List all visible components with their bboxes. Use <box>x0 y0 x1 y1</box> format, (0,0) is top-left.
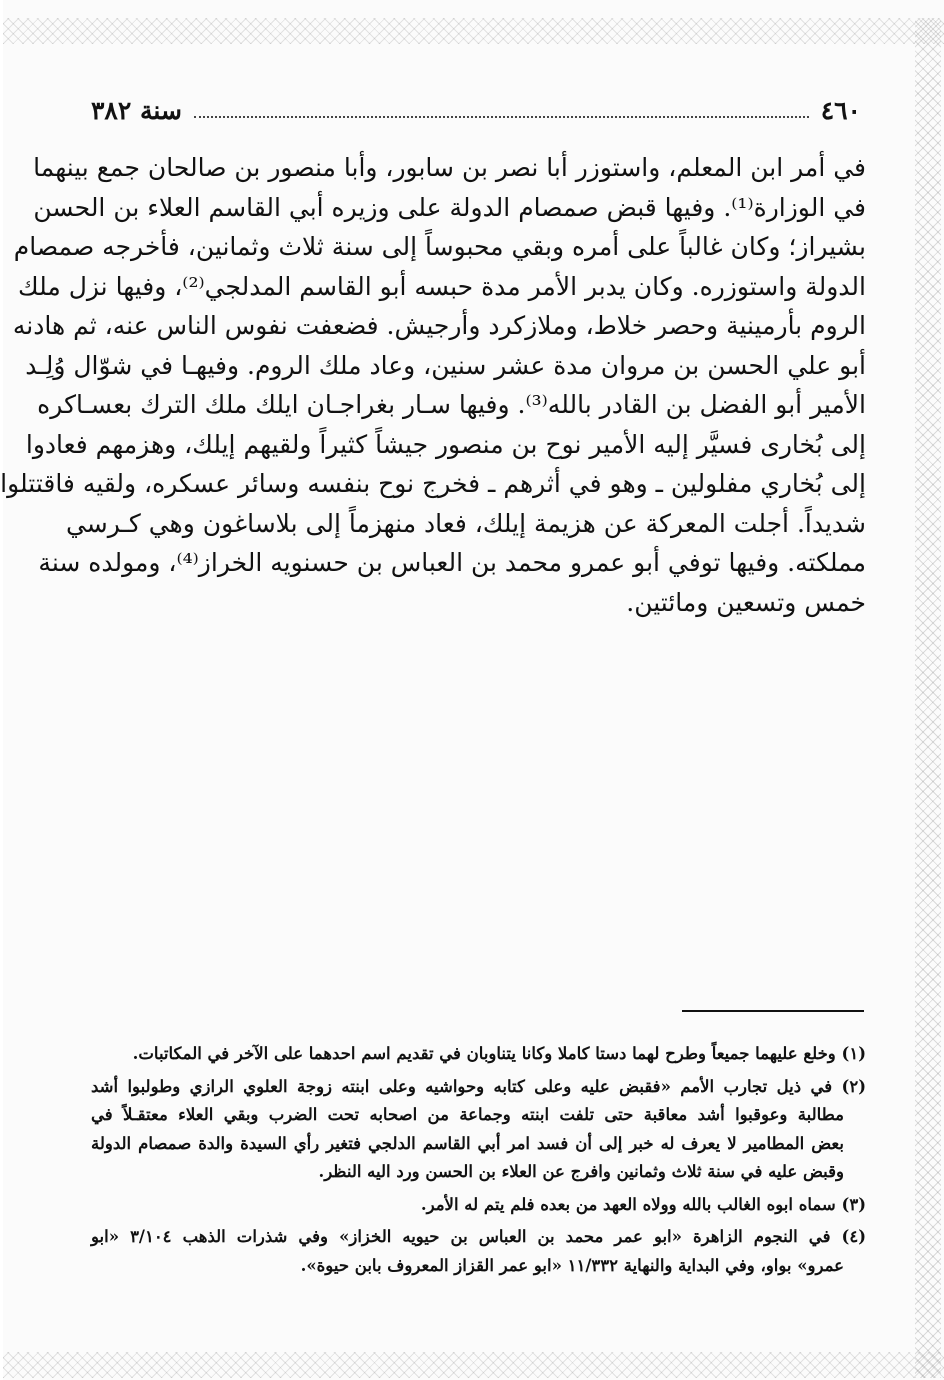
text-line: أبو علي الحسن بن مروان مدة عشر سنين، وعاد ملك الروم. وفيهـا في شوّال وُلِـد <box>25 350 866 380</box>
header-dotted-leader <box>194 102 809 118</box>
page-number: ٤٦٠ <box>820 95 861 125</box>
text-line: إلى بُخاري مفلولين ـ وهو في أثرهم ـ فخرج نوح بنفسه وسائر عسكره، ولقيه فاقتتلوا <box>0 469 866 498</box>
footnote-line: بعض المطامير لا يعرف له خبر إلى أن فسد امر أبي القاسم الدلجي فتغير رأي السيدة والدة صمصام الدولة <box>91 1133 844 1153</box>
footnote-line: (٤) في النجوم الزاهرة «ابو عمر محمد بن العباس بن حيويه الخزاز» وفي شذرات الذهب ٣/١٠٤ «ابو <box>91 1227 866 1246</box>
decorative-border-right <box>915 18 941 1378</box>
footnote-line: (٣) سماه ابوه الغالب بالله وولاه العهد من بعده فلم يتم له الأمر. <box>420 1194 866 1214</box>
text-line: في أمر ابن المعلم، واستوزر أبا نصر بن سابور، وأبا منصور بن صالحان جمع بينهما <box>33 153 866 182</box>
text-line: الأمير أبو الفضل بن القادر بالله⁽³⁾. وفيها سـار بغراجـان ايلك ملك الترك بعسـاكره <box>37 390 866 419</box>
text-line: في الوزارة⁽¹⁾. وفيها قبض صمصام الدولة على وزيره أبي القاسم العلاء بن الحسن <box>33 192 866 222</box>
decorative-border-bottom <box>3 1352 944 1378</box>
footnote-line: مطالبة وعوقبوا أشد معاقبة حتى تلفت ابنته وجماعة من اصحابه تحت الضرب وبقي العلاء معتقـلاً في <box>91 1105 844 1124</box>
text-line: الروم بأرمينية وحصر خلاط، وملازكرد وأرجيش. فضعفت نفوس الناس عنه، ثم هادنه <box>12 311 866 340</box>
text-line: شديداً. أجلت المعركة عن هزيمة إيلك، فعاد منهزماً إلى بلاساغون وهي كـرسي <box>65 508 866 538</box>
text-line: الدولة واستوزره. وكان يدبر الأمر مدة حبسه أبو القاسم المدلجي⁽²⁾، وفيها نزل ملك <box>18 271 866 301</box>
text-line: خمس وتسعين ومائتين. <box>626 587 866 617</box>
footnote-line: وقبض عليه في سنة ثلاث وثمانين وافرج عن العلاء بن الحسن ورد اليه النظر. <box>318 1162 844 1181</box>
footnotes <box>91 1040 866 1280</box>
footnote-separator <box>682 1010 864 1012</box>
footnote-line: (٢) في ذيل تجارب الأمم «فقبض عليه وعلى كتابه وحواشيه وعلى ابنته زوجة العلوي الرازي وطولبوا أشد <box>91 1076 866 1096</box>
page-header <box>91 92 861 128</box>
text-line: مملكته. وفيها توفي أبو عمرو محمد بن العباس بن حسنويه الخراز⁽⁴⁾، ومولده سنة <box>38 548 866 577</box>
main-text <box>0 148 866 622</box>
decorative-border-top <box>3 18 944 44</box>
text-line: بشيراز؛ وكان غالباً على أمره وبقي محبوساً إلى سنة ثلاث وثمانين، فأخرجه صمصام <box>13 232 866 261</box>
footnote-line: (١) وخلع عليهما جميعاً وطرح لهما دستا كاملا وكانا يتناوبان في تقديم اسم احدهما على الآخر في المكاتبات. <box>132 1044 866 1063</box>
text-line: إلى بُخارى فسيَّر إليه الأمير نوح بن منصور جيشاً كثيراً ولقيهم إيلك، وهزمهم فعادوا <box>25 429 866 459</box>
footnote-line: عمرو» بواو، وفي البداية والنهاية ١١/٣٣٢ «ابو عمر القزاز المعروف بابن حيوة». <box>300 1255 844 1275</box>
running-head-year: سنة ٣٨٢ <box>91 95 182 125</box>
